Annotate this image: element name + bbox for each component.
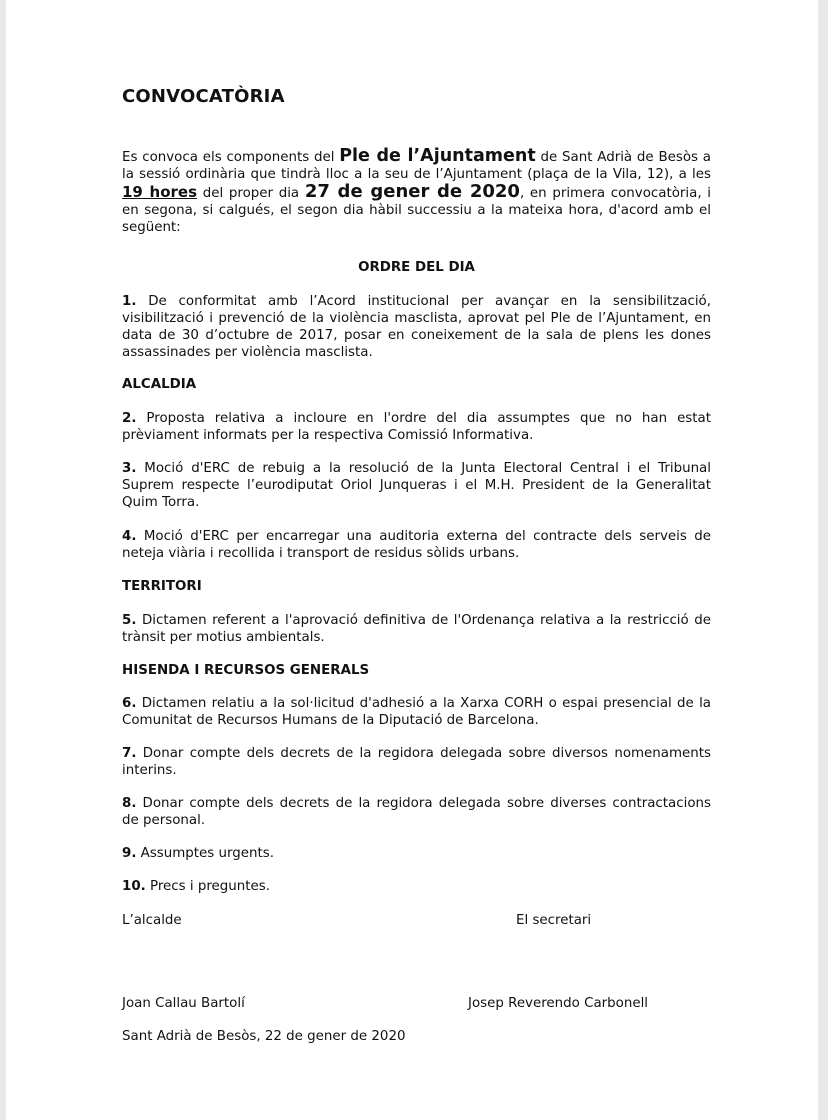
place-date: Sant Adrià de Besòs, 22 de gener de 2020 [122, 1029, 406, 1044]
section-hisenda: HISENDA I RECURSOS GENERALS [122, 663, 370, 678]
agenda-heading: ORDRE DEL DIA [358, 260, 475, 275]
agenda-item-7 [122, 745, 711, 779]
item-text: De conformitat amb l’Acord institucional per avançar en la sensibilització, visibilització i prevenció de la violència masclista, aprovat pel Ple de l’Ajuntament, en data de 30 d’octubre de 2017, posar en coneixement de la sala de plens les dones assassinades per violència masclista. [122, 294, 711, 360]
mayor-role: L’alcalde [122, 913, 182, 928]
item-text: Donar compte dels decrets de la regidora delegada sobre diversos nomenaments interins. [122, 746, 711, 778]
agenda-item-6 [122, 695, 711, 729]
intro-text-4: , en primera convocatòria, i en segona, si calgués, el segon dia hàbil successiu a la mateixa hora, d'acord amb el següent: [122, 186, 711, 235]
agenda-item-1 [122, 293, 711, 361]
item-number: 3. [122, 461, 137, 476]
body-name: Ple de l’Ajuntament [339, 146, 536, 166]
agenda-item-3 [122, 460, 711, 511]
secretary-role: El secretari [516, 913, 592, 928]
item-number: 6. [122, 696, 137, 711]
item-number: 7. [122, 746, 137, 761]
section-territori: TERRITORI [122, 579, 202, 594]
item-number: 1. [122, 294, 137, 309]
intro-paragraph [122, 148, 711, 236]
agenda-item-4 [122, 528, 711, 562]
item-text: Assumptes urgents. [136, 846, 274, 861]
document-page [6, 0, 818, 1120]
item-text: Dictamen referent a l'aprovació definitiva de l'Ordenança relativa a la restricció de trànsit per motius ambientals. [122, 613, 711, 645]
item-number: 2. [122, 411, 137, 426]
item-number: 10. [122, 879, 146, 894]
meeting-date: 27 de gener de 2020 [304, 181, 520, 202]
item-number: 4. [122, 529, 137, 544]
document-title: CONVOCATÒRIA [122, 86, 285, 107]
meeting-hour: 19 hores [122, 183, 198, 201]
item-text: Precs i preguntes. [145, 879, 270, 894]
item-number: 5. [122, 613, 137, 628]
agenda-item-10 [122, 878, 711, 895]
mayor-name: Joan Callau Bartolí [122, 996, 245, 1011]
item-text: Donar compte dels decrets de la regidora delegada sobre diverses contractacions de personal. [122, 796, 711, 828]
item-number: 9. [122, 846, 137, 861]
agenda-item-2 [122, 410, 711, 444]
item-text: Moció d'ERC per encarregar una auditoria externa del contracte dels serveis de neteja viària i recollida i transport de residus sòlids urbans. [122, 529, 711, 561]
item-number: 8. [122, 796, 137, 811]
intro-text-3: del proper dia [197, 186, 305, 201]
intro-text-2: de Sant Adrià de Besòs a la sessió ordinària que tindrà lloc a la seu de l’Ajuntament (plaça de la Vila, 12), a les [122, 150, 711, 182]
item-text: Dictamen relatiu a la sol·licitud d'adhesió a la Xarxa CORH o espai presencial de la Comunitat de Recursos Humans de la Diputació de Barcelona. [122, 696, 711, 728]
intro-text-1: Es convoca els components del [122, 150, 340, 165]
item-text: Proposta relativa a incloure en l'ordre del dia assumptes que no han estat prèviament informats per la respectiva Comissió Informativa. [122, 411, 711, 443]
agenda-item-5 [122, 612, 711, 646]
agenda-item-9 [122, 845, 711, 862]
agenda-item-8 [122, 795, 711, 829]
item-text: Moció d'ERC de rebuig a la resolució de la Junta Electoral Central i el Tribunal Suprem respecte l’eurodiputat Oriol Junqueras i el M.H. President de la Generalitat Quim Torra. [122, 461, 711, 510]
secretary-name: Josep Reverendo Carbonell [468, 996, 649, 1011]
section-alcaldia: ALCALDIA [122, 377, 197, 392]
